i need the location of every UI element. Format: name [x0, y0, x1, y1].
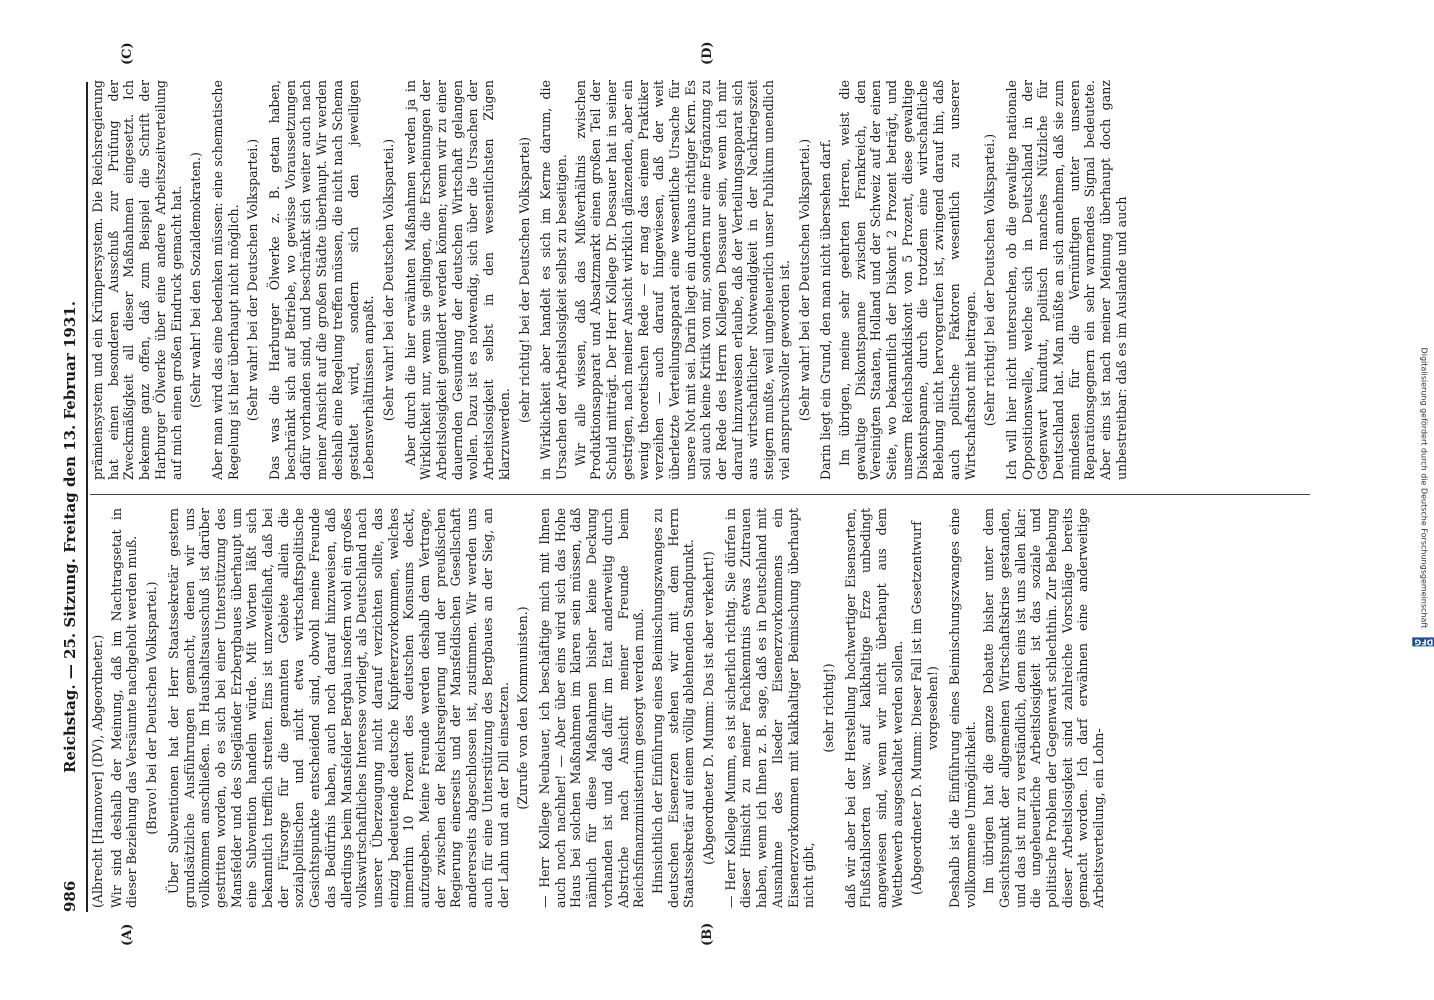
- page-title: Reichstag. — 25. Sitzung. Freitag den 13. Februar 1931.: [61, 301, 79, 773]
- section-marker-c: (C): [120, 42, 135, 65]
- paragraph: (Sehr wahr! bei den Sozialdemokraten.): [188, 152, 204, 408]
- header-rule: [86, 82, 88, 912]
- paragraph: daß wir aber bei der Herstellung hochwertiger Eisensorten, Flußstahlsorten usw. auf kalkhaltige Erze unbedingt angewiesen sind, wenn wir nicht überhaupt aus dem Wettbewerb ausgeschaltet werden sollen.: [842, 508, 905, 908]
- paragraph: in Wirklichkeit aber handelt es sich im Kerne darum, die Ursachen der Arbeitslosigkeit selbst zu beseitigen.: [538, 80, 569, 480]
- paragraph: Wir alle wissen, daß das Mißverhältnis zwischen Produktionsapparat und Absatzmarkt einen großen Teil der Schuld mitträgt. Der Herr Kollege Dr. Dessauer hat in seiner gestrigen, nach meiner Ansicht wirklich glänzenden, aber ein wenig theoretischen Rede — er mag das einem Praktiker verzeihen — auch darauf hingewiesen, daß der weit überletzte Verteilungsapparat eine wesentliche Ursache für unsere Not mit sei. Darin liegt ein durchaus richtiger Kern. Es soll auch keine Kritik von mir, sondern nur eine Ergänzung zu der Rede des Herrn Kollegen Dessauer sein, wenn ich mir darauf hinzuweisen erlaube, daß der Verteilungsapparat sich aus wirtschaftlicher Notwendigkeit in der Nachkriegszeit steigern mußte, weil ungeheuerlich unser Publikum unendlich viel anspruchsvoller geworden ist.: [572, 80, 792, 480]
- paragraph: prämiensystem und ein Krümpersystem. Die Reichsregierung hat einen besonderen Ausschuß zur Prüfung der Zweckmäßigkeit all dieser Maßnahmen eingesetzt. Ich bekenne ganz offen, daß zum Beispiel die Schrift der Harburger Ölwerke über eine andere Arbeitszeitverteilung auf mich einen großen Eindruck gemacht hat.: [90, 80, 184, 480]
- paragraph: Im übrigen hat die ganze Debatte bisher unter dem Gesichtspunkt der allgemeinen Wirtschaftskrise gestanden, und das ist nur zu verständlich, denn eins ist uns allen klar: die ungeheuerliche Arbeitslosigkeit ist das soziale und politische Problem der Gegenwart schlechthin. Zur Behebung dieser Arbeitslosigkeit sind zahlreiche Vorschläge bereits gemacht worden. Ich darf erwähnen eine anderweitige Arbeitsverteilung, ein Lohn-: [981, 508, 1107, 908]
- paragraph: Deshalb ist die Einführung eines Beimischungszwanges eine vollkommene Unmöglichkeit.: [946, 508, 978, 908]
- section-marker-d: (D): [700, 41, 715, 65]
- paragraph: Hinsichtlich der Einführung eines Beimischungszwanges zu deutschen Eisenerzen stehen wir mit dem Herrn Staatssekretär auf einem völlig ablehnenden Standpunkt.: [649, 508, 697, 908]
- page-number: 986: [61, 880, 79, 912]
- paragraph: (Albrecht [Hannover] (DV), Abgeordneter.): [90, 634, 105, 908]
- paragraph: (sehr richtig! bei der Deutschen Volkspartei): [516, 136, 532, 424]
- paragraph: (Abgeordneter D. Mumm: Das ist aber verkehrt!): [701, 551, 717, 865]
- right-column: [90, 80, 1310, 480]
- paragraph: Ich will hier nicht untersuchen, ob die gewaltige nationale Oppositionswelle, welche sich in Deutschland in der Gegenwart kundtut, politisch manches Nützliche für Deutschland hat. Man müßte an sich annehmen, daß sie zum mindesten für die Vernünftigen unter unseren Reparationsgegnern ein sehr warnendes Signal bedeutete. Aber eins ist nach meiner Meinung überhaupt doch ganz unbestreitbar: daß es im Auslande und auch: [1003, 80, 1129, 480]
- paragraph: Darin liegt ein Grund, den man nicht übersehen darf.: [818, 139, 834, 480]
- paragraph: Im übrigen, meine sehr geehrten Herren, weist die gewaltige Diskontspanne zwischen Frankreich, den Vereinigten Staaten, Holland und der Schweiz auf der einen Seite, wo bekanntlich der Diskont 2 Prozent beträgt, und unserm Reichsbankdiskont von 5 Prozent, diese gewaltige Diskontspanne, durch die trotzdem eine wirtschaftliche Belebung nicht hervorgerufen ist, zwingend darauf hin, daß auch politische Faktoren wesentlich zu unserer Wirtschaftsnot mit beitragen.: [836, 80, 978, 480]
- section-marker-b: (B): [700, 922, 715, 946]
- paragraph: — Herr Kollege Neubauer, ich beschäftige mich mit Ihnen auch noch nachher! — Aber über eins wird sich das Hohe Haus bei solchen Maßnahmen im klaren sein müssen, daß nämlich für diese Maßnahmen bisher keine Deckung vorhanden ist und daß dafür im Etat anderweitig durch Abstriche nach Ansicht meiner Freunde beim Reichsfinanzministerium gesorgt werden muß.: [536, 508, 647, 908]
- paragraph: Das was die Harburger Ölwerke z. B. getan haben, beschränkt sich auf Betriebe, wo gewisse Voraussetzungen dafür vorhanden sind, und beschränkt sich weiter auch nach meiner Ansicht auf die großen Städte überhaupt. Wir werden deshalb eine Regelung treffen müssen, die nicht nach Schema gestaltet wird, sondern sich den jeweiligen Lebensverhältnissen anpaßt.: [267, 80, 377, 480]
- paragraph: Aber durch die hier erwähnten Maßnahmen werden ja in Wirklichkeit nur, wenn sie gelingen, die Erscheinungen der Arbeitslosigkeit gemildert werden können; wenn wir zu einer dauernden Gesundung der deutschen Wirtschaft gelangen wollen. Dazu ist es notwendig, sich über die Ursachen der Arbeitslosigkeit selbst in den wesentlichsten Zügen klarzuwerden.: [402, 80, 512, 480]
- digitization-note-text: Digitalisierung gefördert durch die Deutsche Forschungsgemeinschaft: [1419, 347, 1429, 628]
- paragraph: Aber man wird das eine bedenken müssen: eine schematische Regelung ist hier überhaupt nicht möglich.: [209, 80, 241, 480]
- paragraph: (Bravo! bei der Deutschen Volkspartei.): [144, 581, 160, 835]
- digitization-note: [1414, 0, 1434, 1000]
- dfg-logo: DFG: [1414, 637, 1434, 647]
- paragraph: (Sehr richtig! bei der Deutschen Volkspartei.): [982, 133, 998, 427]
- paragraph: (Sehr wahr! bei der Deutschen Volkspartei.): [245, 138, 261, 422]
- paragraph: (Abgeordneter D. Mumm: Dieser Fall ist im Gesetzentwurf vorgesehen!): [909, 521, 941, 895]
- paragraph: (Sehr wahr! bei der Deutschen Volkspartei.): [796, 138, 812, 422]
- column-divider: [90, 494, 1310, 495]
- page-header: [55, 12, 85, 912]
- section-marker-a: (A): [120, 923, 135, 946]
- paragraph: (sehr richtig!): [820, 663, 836, 753]
- paragraph: Wir sind deshalb der Meinung, daß im Nachtragsetat in dieser Beziehung das Versäumte nachgeholt werden muß.: [108, 508, 140, 908]
- paragraph: (Sehr wahr! bei der Deutschen Volkspartei.): [380, 138, 396, 422]
- paragraph: Über Subventionen hat der Herr Staatssekretär gestern grundsätzliche Ausführungen gemacht, denen wir uns vollkommen anschließen. Im Haushaltsausschuß ist darüber gestritten worden, ob es sich bei einer Unterstützung des Mansfelder und des Siegländer Erzbergbaues überhaupt um eine Subvention handeln würde. Mit Worten läßt sich bekanntlich trefflich streiten. Eins ist unzweifelhaft, daß bei der Fürsorge für die genannten Gebiete allein die sozialpolitischen und nicht etwa wirtschaftspolitische Gesichtspunkte entscheidend sind, obwohl meine Freunde das Bedürfnis haben, auch noch darauf hinzuweisen, daß allerdings beim Mansfelder Bergbau insofern wohl ein großes volkswirtschaftliches Interesse vorliegt, als Deutschland nach unserer Überzeugung nicht darauf verzichten sollte, das einzig bedeutende deutsche Kupfererzvorkommen, welches immerhin 10 Prozent des deutschen Konsums deckt, aufzugeben. Meine Freunde werden deshalb dem Vertrage, der zwischen der Reichsregierung und der preußischen Regierung einerseits und der Mansfeldischen Gesellschaft andererseits abgeschlossen ist, zustimmen. Wir werden uns auch für eine Unterstützung des Bergbaues an der Sieg, an der Lahn und an der Dill einsetzen.: [165, 508, 511, 908]
- paragraph: (Zurufe von den Kommunisten.): [515, 606, 531, 810]
- paragraph: — Herr Kollege Mumm, es ist sicherlich richtig. Sie dürfen in dieser Hinsicht zu meiner Fachkenntnis etwas Zutrauen haben, wenn ich Ihnen z. B. sage, daß es in Deutschland mit Ausnahme des Ilseder Eisenerzvorkommens ein Eisenerzvorkommen mit kalkhaltiger Beimischung überhaupt nicht gibt,: [722, 508, 817, 908]
- left-column: [90, 508, 1310, 908]
